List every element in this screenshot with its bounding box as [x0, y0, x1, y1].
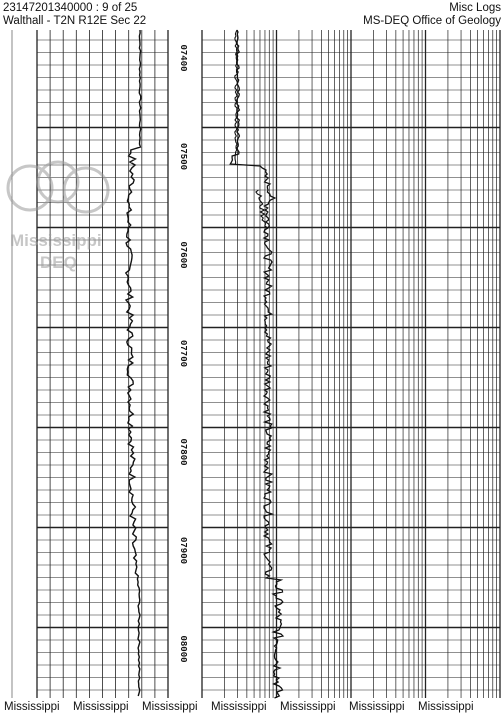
log-curves [126, 30, 283, 698]
log-curve-track2-b [235, 30, 237, 164]
depth-label: 07800 [178, 438, 188, 466]
footer-watermark-text: Mississippi [280, 701, 336, 713]
watermark-line2: DEQ [40, 253, 77, 272]
well-location: Walthall - T2N R12E Sec 22 [3, 15, 147, 27]
footer-watermark-text: Mississippi [349, 701, 405, 713]
depth-label: 07400 [178, 44, 188, 72]
watermark-seal-circle [38, 162, 78, 202]
log-track-right [202, 30, 500, 698]
footer-watermark-text: Mississippi [4, 701, 60, 713]
depth-label: 08000 [178, 635, 188, 663]
depth-label: 07500 [178, 142, 188, 171]
footer-watermark-text: Mississippi [418, 701, 474, 713]
footer-watermark-text: Mississippi [142, 701, 198, 713]
agency-name: MS-DEQ Office of Geology [363, 15, 501, 27]
document-category: Misc Logs [449, 2, 501, 14]
watermark-line1: Mississippi [10, 231, 102, 250]
msdeq-watermark [8, 162, 108, 272]
log-track-left [12, 30, 168, 698]
footer-watermark-text: Mississippi [211, 701, 267, 713]
watermark-seal-circle [8, 166, 52, 210]
depth-label: 07900 [178, 536, 188, 565]
log-curve-track2-a [230, 30, 283, 698]
depth-label: 07700 [178, 339, 188, 368]
footer-watermark-text: Mississippi [73, 701, 129, 713]
depth-label: 07600 [178, 241, 188, 269]
document-id: 23147201340000 : 9 of 25 [3, 2, 138, 14]
depth-column [178, 44, 188, 662]
log-curve-track1 [126, 30, 141, 696]
